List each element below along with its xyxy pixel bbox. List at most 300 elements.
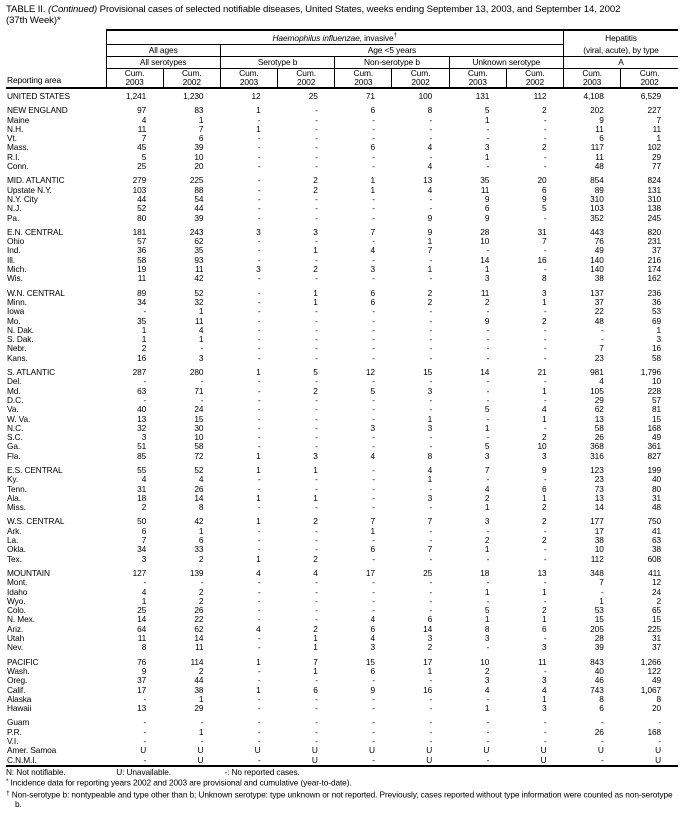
reporting-area-cell: Mo. (7, 315, 21, 326)
value-cell: U (254, 745, 261, 756)
value-cell: 11 (137, 123, 147, 134)
value-cell: - (486, 245, 490, 256)
value-cell: 14 (194, 492, 204, 503)
value-cell: 2 (427, 642, 433, 653)
value-cell: 13 (137, 703, 147, 714)
value-cell: - (257, 754, 261, 765)
value-cell: - (315, 376, 318, 387)
value-cell: 63 (137, 385, 147, 396)
value-cell: - (543, 474, 547, 485)
value-cell: 1 (542, 693, 547, 704)
value-cell: 58 (651, 352, 661, 363)
value-cell: 181 (132, 226, 147, 237)
reporting-area-cell: N.H. (7, 123, 24, 134)
value-cell: - (429, 605, 433, 616)
value-cell: - (257, 114, 261, 125)
table-row (6, 704, 678, 713)
value-cell: 39 (594, 642, 604, 653)
value-cell: 38 (651, 544, 661, 555)
value-cell: - (315, 334, 318, 345)
reporting-area-cell: Mass. (7, 142, 29, 153)
value-cell: - (372, 502, 375, 513)
value-cell: 1 (542, 385, 547, 396)
value-cell: - (429, 404, 433, 415)
value-cell: 205 (590, 623, 604, 634)
value-cell: 2 (484, 665, 490, 676)
value-cell: 8 (427, 450, 433, 461)
value-cell: 4 (484, 483, 490, 494)
age-under-5-header: Age <5 years (220, 44, 563, 56)
value-cell: - (315, 422, 318, 433)
value-cell: - (315, 114, 318, 125)
value-cell: 1 (198, 306, 204, 317)
table-row (6, 237, 678, 246)
value-cell: - (601, 754, 604, 765)
value-cell: 9 (599, 114, 604, 125)
value-cell: 1 (256, 464, 261, 475)
reporting-area-cell: Guam (7, 717, 30, 728)
value-cell: 89 (594, 184, 604, 195)
footnote-dagger (6, 789, 678, 810)
reporting-area-cell: Md. (7, 385, 21, 396)
reporting-area-cell: Kans. (7, 352, 28, 363)
value-cell: 16 (537, 254, 547, 265)
value-cell: - (543, 212, 547, 223)
value-cell: - (601, 586, 604, 597)
value-cell: - (257, 306, 261, 317)
value-cell: 25 (137, 161, 147, 172)
value-cell: U (655, 754, 661, 765)
reporting-area-cell: N.J. (7, 203, 22, 214)
value-cell: - (257, 525, 261, 536)
footnote-dagger-text: Non-serotype b: nontypeable and type other than b; Unknown serotype: type unknown or not reported. Previously, cases reported without type information were counted as non-serotype b. (11, 789, 673, 809)
value-cell: - (486, 726, 490, 737)
value-cell: 105 (590, 385, 604, 396)
notifiable-diseases-table (6, 29, 678, 767)
value-cell: - (257, 133, 261, 144)
value-cell: 127 (132, 567, 147, 578)
value-cell: 6 (542, 483, 547, 494)
value-cell: - (257, 675, 261, 686)
reporting-area-cell: S. ATLANTIC (7, 367, 56, 378)
value-cell: 6 (370, 623, 375, 634)
table-title (6, 4, 678, 26)
value-cell: 140 (590, 254, 604, 265)
value-cell: - (543, 394, 547, 405)
value-cell: - (257, 736, 261, 746)
value-cell: 40 (137, 404, 147, 415)
value-cell: - (601, 334, 604, 345)
table-row (6, 134, 678, 143)
value-cell: 139 (189, 567, 204, 578)
table-row (6, 686, 678, 695)
value-cell: 1 (542, 413, 547, 424)
value-cell: 2 (427, 296, 433, 307)
value-cell: 64 (137, 623, 147, 634)
value-cell: 3 (484, 633, 490, 644)
non-serotype-b-header: Non-serotype b (335, 56, 449, 68)
table-row (6, 746, 678, 755)
value-cell: 3 (370, 642, 375, 653)
table-row (6, 354, 678, 363)
value-cell: - (257, 394, 261, 405)
value-cell: 37 (137, 675, 147, 686)
value-cell: 57 (137, 236, 147, 247)
value-cell: - (372, 394, 375, 405)
value-cell: - (315, 605, 318, 616)
value-cell: 4 (370, 614, 375, 625)
value-cell: - (372, 492, 375, 503)
value-cell: 9 (484, 193, 490, 204)
value-cell: 37 (651, 245, 661, 256)
value-cell: 76 (594, 236, 604, 247)
value-cell: - (543, 133, 547, 144)
value-cell: 1 (599, 595, 604, 606)
table-row (6, 485, 678, 494)
value-cell: 2 (656, 595, 661, 606)
reporting-area-header: Reporting area (6, 30, 106, 88)
value-cell: 25 (308, 91, 318, 101)
value-cell: - (257, 315, 261, 326)
value-cell: - (257, 203, 261, 214)
value-cell: 2 (484, 535, 490, 546)
value-cell: 35 (194, 245, 204, 256)
reporting-area-cell: Ky. (7, 474, 19, 485)
value-cell: 1,266 (640, 656, 661, 667)
value-cell: - (372, 693, 375, 704)
value-cell: 4 (256, 623, 261, 634)
table-row (6, 204, 678, 213)
value-cell: 122 (647, 665, 661, 676)
value-cell: 4 (256, 567, 261, 578)
reporting-area-cell: N. Mex. (7, 614, 35, 625)
reporting-area-cell: Iowa (7, 306, 25, 317)
value-cell: 11 (194, 642, 204, 653)
value-cell: - (257, 404, 261, 415)
value-cell: - (486, 394, 490, 405)
table-row (6, 106, 678, 115)
reporting-area-cell: Calif. (7, 684, 26, 695)
legend-not-notifiable: N: Not notifiable. (6, 766, 66, 777)
table-row (6, 176, 678, 185)
value-cell: - (257, 343, 261, 354)
value-cell: - (257, 605, 261, 616)
value-cell: 11 (480, 184, 490, 195)
value-cell: - (543, 324, 547, 335)
value-cell: 11 (652, 123, 661, 134)
value-cell: - (315, 306, 318, 317)
value-cell: 3 (484, 516, 490, 527)
header-cum-row (6, 68, 678, 88)
value-cell: 1 (656, 133, 661, 144)
value-cell: 361 (647, 441, 661, 452)
value-cell: 1 (484, 703, 490, 714)
value-cell: 7 (370, 226, 375, 237)
value-cell: 177 (590, 516, 604, 527)
value-cell: 49 (651, 432, 661, 443)
table-row (6, 326, 678, 335)
value-cell: 34 (137, 544, 147, 555)
value-cell: - (486, 161, 490, 172)
value-cell: 3 (484, 450, 490, 461)
value-cell: 44 (194, 675, 204, 686)
cum-2003-header: Cum. 2003 (106, 68, 163, 88)
value-cell: 7 (313, 656, 318, 667)
value-cell: - (257, 502, 261, 513)
table-row (6, 246, 678, 255)
value-cell: 7 (484, 464, 490, 475)
value-cell: 5 (484, 105, 490, 116)
reporting-area-cell: PACIFIC (7, 656, 39, 667)
value-cell: 8 (542, 273, 547, 284)
value-cell: 1 (484, 544, 490, 555)
value-cell: 5 (141, 151, 147, 162)
table-row (6, 517, 678, 526)
value-cell: U (483, 745, 490, 756)
reporting-area-cell: W. Va. (7, 413, 31, 424)
value-cell: 21 (537, 367, 547, 378)
value-cell: 243 (189, 226, 204, 237)
value-cell: 1 (484, 502, 490, 513)
value-cell: 49 (651, 675, 661, 686)
value-cell: - (372, 236, 375, 247)
value-cell: 1 (427, 264, 433, 275)
footnotes (6, 768, 678, 809)
value-cell: - (543, 343, 547, 354)
reporting-area-cell: Okla. (7, 544, 26, 555)
value-cell: 6 (370, 296, 375, 307)
value-cell: - (543, 376, 547, 387)
value-cell: 14 (480, 367, 490, 378)
table-row (6, 578, 678, 587)
value-cell: 1 (256, 516, 261, 527)
table-row (6, 125, 678, 134)
value-cell: 45 (137, 142, 147, 153)
value-cell: 16 (423, 684, 433, 695)
value-cell: - (372, 212, 375, 223)
value-cell: - (315, 404, 318, 415)
value-cell: 32 (137, 422, 147, 433)
value-cell: - (372, 343, 375, 354)
value-cell: - (257, 474, 261, 485)
value-cell: - (257, 352, 261, 363)
value-cell: 48 (594, 161, 604, 172)
value-cell: 168 (647, 422, 661, 433)
value-cell: 13 (594, 413, 604, 424)
reporting-area-cell: E.S. CENTRAL (7, 464, 63, 475)
value-cell: 44 (194, 203, 204, 214)
value-cell: 4 (198, 474, 204, 485)
value-cell: - (543, 595, 547, 606)
value-cell: - (372, 193, 375, 204)
value-cell: 287 (132, 367, 147, 378)
value-cell: 38 (194, 684, 204, 695)
value-cell: - (372, 352, 375, 363)
value-cell: 13 (423, 175, 433, 186)
value-cell: - (257, 236, 261, 247)
table-row (6, 396, 678, 405)
value-cell: 1 (313, 633, 318, 644)
value-cell: - (315, 254, 318, 265)
table-header (6, 30, 678, 88)
value-cell: 31 (651, 492, 661, 503)
value-cell: 20 (651, 703, 661, 714)
table-row (6, 615, 678, 624)
value-cell: 827 (647, 450, 661, 461)
value-cell: - (257, 703, 261, 714)
value-cell: - (429, 315, 433, 326)
value-cell: - (315, 212, 318, 223)
value-cell: 71 (365, 91, 375, 101)
value-cell: 1 (141, 595, 147, 606)
value-cell: 89 (137, 287, 147, 298)
value-cell: 117 (590, 142, 604, 153)
value-cell: 1 (256, 450, 261, 461)
haemophilus-italic-label: Haemophilus influenzae (272, 32, 360, 43)
value-cell: - (543, 665, 547, 676)
table-row (6, 116, 678, 125)
value-cell: 85 (137, 450, 147, 461)
value-cell: 77 (651, 161, 661, 172)
reporting-area-cell: N.C. (7, 422, 24, 433)
header-serotype-row (6, 56, 678, 68)
value-cell: - (601, 324, 604, 335)
value-cell: - (486, 334, 490, 345)
value-cell: 10 (537, 441, 547, 452)
value-cell: 3 (256, 264, 261, 275)
value-cell: 1 (484, 586, 490, 597)
value-cell: - (200, 376, 204, 387)
value-cell: 2 (198, 553, 204, 564)
reporting-area-cell: Vt. (7, 133, 17, 144)
value-cell: - (486, 525, 490, 536)
value-cell: 6 (141, 525, 147, 536)
value-cell: 62 (594, 404, 604, 415)
value-cell: 6 (198, 133, 204, 144)
value-cell: 7 (198, 123, 204, 134)
value-cell: 6 (370, 287, 375, 298)
value-cell: - (543, 114, 547, 125)
value-cell: 10 (194, 432, 204, 443)
value-cell: 65 (651, 605, 661, 616)
value-cell: - (372, 334, 375, 345)
value-cell: 7 (427, 245, 433, 256)
value-cell: - (257, 151, 261, 162)
value-cell: 310 (590, 193, 604, 204)
value-cell: 231 (647, 236, 661, 247)
value-cell: 26 (194, 483, 204, 494)
table-row (6, 494, 678, 503)
value-cell: 73 (594, 483, 604, 494)
table-row (6, 195, 678, 204)
value-cell: 30 (194, 422, 204, 433)
value-cell: - (429, 535, 433, 546)
cum-2002-header: Cum. 2002 (621, 68, 678, 88)
value-cell: - (315, 595, 318, 606)
value-cell: 4 (370, 245, 375, 256)
value-cell: 3 (427, 385, 433, 396)
table-row (6, 597, 678, 606)
legend-row (6, 768, 678, 778)
value-cell: 1 (256, 105, 261, 116)
value-cell: 23 (594, 474, 604, 485)
value-cell: - (257, 595, 261, 606)
table-row (6, 88, 678, 101)
value-cell: 37 (651, 642, 661, 653)
value-cell: U (540, 754, 547, 765)
value-cell: 11 (595, 123, 604, 134)
value-cell: 11 (595, 151, 604, 162)
value-cell: - (315, 203, 318, 214)
value-cell: 123 (590, 464, 604, 475)
value-cell: 1 (256, 492, 261, 503)
value-cell: - (372, 483, 375, 494)
value-cell: 4 (427, 184, 433, 195)
value-cell: 4 (141, 114, 147, 125)
value-cell: 310 (647, 193, 661, 204)
value-cell: - (315, 736, 318, 746)
value-cell: - (601, 717, 604, 728)
table-row (6, 405, 678, 414)
value-cell: 49 (594, 245, 604, 256)
value-cell: 25 (137, 605, 147, 616)
value-cell: 2 (542, 516, 547, 527)
value-cell: 15 (594, 614, 604, 625)
footnote-star-text: Incidence data for reporting years 2002 and 2003 are provisional and cumulative (year-to-date). (10, 777, 352, 788)
value-cell: 2 (141, 343, 147, 354)
table-row (6, 289, 678, 298)
value-cell: 3 (198, 352, 204, 363)
value-cell: - (143, 394, 147, 405)
value-cell: - (372, 577, 375, 588)
value-cell: 1 (313, 464, 318, 475)
table-row (6, 545, 678, 554)
value-cell: 4 (484, 684, 490, 695)
value-cell: 37 (594, 296, 604, 307)
value-cell: 100 (418, 91, 433, 101)
value-cell: 33 (194, 544, 204, 555)
cum-2003-header: Cum. 2003 (564, 68, 621, 88)
value-cell: 58 (137, 254, 147, 265)
value-cell: - (372, 133, 375, 144)
value-cell: 10 (480, 656, 490, 667)
value-cell: 54 (194, 193, 204, 204)
value-cell: - (429, 502, 433, 513)
reporting-area-cell: NEW ENGLAND (7, 105, 68, 116)
value-cell: 10 (651, 376, 661, 387)
value-cell: - (429, 525, 433, 536)
value-cell: - (315, 352, 318, 363)
value-cell: 2 (313, 385, 318, 396)
value-cell: 1 (313, 287, 318, 298)
value-cell: 15 (365, 656, 375, 667)
value-cell: - (372, 464, 375, 475)
value-cell: 29 (594, 394, 604, 405)
cum-2002-header: Cum. 2002 (506, 68, 563, 88)
table-row (6, 569, 678, 578)
value-cell: 52 (137, 203, 147, 214)
title-label: TABLE II. (6, 4, 46, 15)
value-cell: 10 (480, 236, 490, 247)
reporting-area-cell: MID. ATLANTIC (7, 175, 65, 186)
all-serotypes-header: All serotypes (106, 56, 220, 68)
value-cell: 38 (594, 535, 604, 546)
value-cell: 8 (141, 642, 147, 653)
value-cell: 12 (365, 367, 375, 378)
value-cell: 2 (542, 605, 547, 616)
value-cell: - (429, 203, 433, 214)
value-cell: 102 (647, 142, 661, 153)
